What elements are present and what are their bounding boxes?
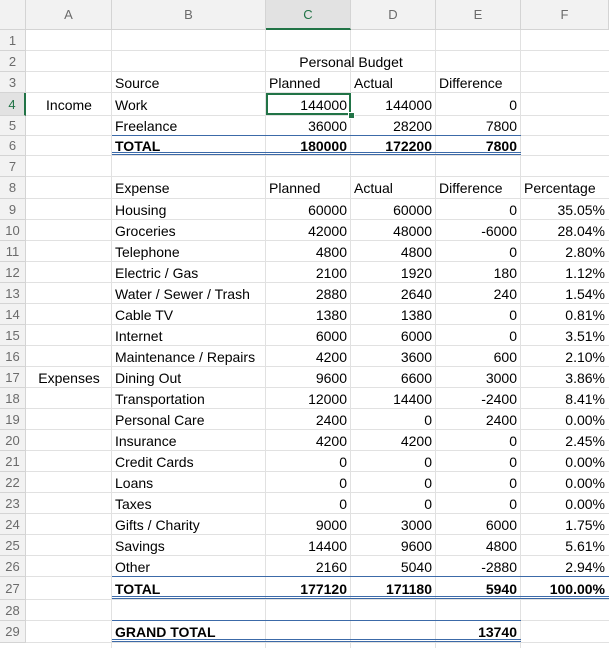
- expenses-label[interactable]: Expenses: [38, 369, 100, 386]
- expense-percentage-cell[interactable]: 8.41%: [565, 390, 605, 407]
- row-header-29[interactable]: 29: [0, 621, 26, 643]
- expense-name-cell[interactable]: Other: [115, 558, 151, 575]
- expense-planned-cell[interactable]: 4200: [315, 348, 347, 365]
- row-header-26[interactable]: 26: [0, 556, 26, 577]
- expense-percentage-cell[interactable]: 3.51%: [565, 327, 605, 344]
- expense-name-cell[interactable]: Groceries: [115, 222, 176, 239]
- expense-percentage-cell[interactable]: 2.10%: [565, 348, 605, 365]
- expense-planned-cell[interactable]: 9600: [315, 369, 347, 386]
- column-header-f[interactable]: F: [521, 0, 609, 30]
- expense-name-cell[interactable]: Gifts / Charity: [115, 516, 200, 533]
- expense-percentage-cell[interactable]: 1.75%: [565, 516, 605, 533]
- expense-planned-cell[interactable]: 2880: [315, 285, 347, 302]
- row-header-14[interactable]: 14: [0, 304, 26, 325]
- row-header-1[interactable]: 1: [0, 30, 26, 51]
- expense-difference-cell[interactable]: 0: [509, 453, 517, 470]
- expense-planned-cell[interactable]: 2400: [315, 411, 347, 428]
- total-double-border: [112, 596, 609, 599]
- row-header-21[interactable]: 21: [0, 451, 26, 472]
- expense-actual-cell[interactable]: 0: [424, 453, 432, 470]
- expense-actual-cell[interactable]: 1380: [400, 306, 432, 323]
- expense-name-cell[interactable]: Savings: [115, 537, 165, 554]
- expense-actual-cell[interactable]: 3600: [400, 348, 432, 365]
- expenses-total-actual[interactable]: 171180: [386, 580, 432, 597]
- expense-difference-cell[interactable]: -2880: [481, 558, 517, 575]
- income-actual-cell[interactable]: 144000: [385, 96, 432, 113]
- expense-actual-cell[interactable]: 3000: [400, 516, 432, 533]
- expense-difference-cell[interactable]: 180: [493, 264, 517, 281]
- row-header-16[interactable]: 16: [0, 346, 26, 367]
- column-header-a[interactable]: A: [26, 0, 112, 30]
- row-header-8[interactable]: 8: [0, 177, 26, 199]
- column-header-b[interactable]: B: [112, 0, 266, 30]
- row-header-11[interactable]: 11: [0, 241, 26, 262]
- expense-actual-cell[interactable]: 14400: [393, 390, 432, 407]
- income-actual-cell[interactable]: 28200: [393, 118, 432, 134]
- grand-total-value[interactable]: 13740: [478, 624, 517, 640]
- expense-percentage-cell[interactable]: 0.00%: [565, 495, 605, 512]
- expenses-total-label[interactable]: TOTAL: [115, 580, 161, 597]
- active-cell-border[interactable]: [266, 93, 351, 115]
- expense-name-cell[interactable]: Loans: [115, 474, 154, 491]
- expenses-total-percentage[interactable]: 100.00%: [549, 580, 605, 597]
- expense-difference-cell[interactable]: 600: [493, 348, 517, 365]
- fill-handle[interactable]: [348, 112, 355, 119]
- row-header-22[interactable]: 22: [0, 472, 26, 493]
- expense-planned-cell[interactable]: 14400: [308, 537, 347, 554]
- income-total-difference[interactable]: 7800: [485, 138, 517, 154]
- expense-name-cell[interactable]: Dining Out: [115, 369, 182, 386]
- expense-name-cell[interactable]: Electric / Gas: [115, 264, 199, 281]
- row-header-17[interactable]: 17: [0, 367, 26, 388]
- expense-name-cell[interactable]: Taxes: [115, 495, 152, 512]
- expense-difference-cell[interactable]: -2400: [481, 390, 517, 407]
- expense-name-cell[interactable]: Personal Care: [115, 411, 205, 428]
- expense-planned-cell[interactable]: 2100: [315, 264, 347, 281]
- row-header-7[interactable]: 7: [0, 156, 26, 177]
- expenses-total-difference[interactable]: 5940: [485, 580, 517, 597]
- expense-percentage-cell[interactable]: 35.05%: [557, 201, 605, 218]
- row-header-24[interactable]: 24: [0, 514, 26, 535]
- expense-percentage-cell[interactable]: 1.12%: [565, 264, 605, 281]
- expense-planned-cell[interactable]: 4800: [315, 243, 347, 260]
- expense-percentage-cell[interactable]: 0.00%: [565, 411, 605, 428]
- expense-percentage-cell[interactable]: 1.54%: [565, 285, 605, 302]
- expense-planned-cell[interactable]: 12000: [308, 390, 347, 407]
- expense-percentage-cell[interactable]: 0.00%: [565, 474, 605, 491]
- total-double-border: [112, 639, 521, 642]
- expense-difference-cell[interactable]: 4800: [485, 537, 517, 554]
- row-header-4[interactable]: 4: [0, 93, 26, 116]
- expense-difference-cell[interactable]: 0: [509, 474, 517, 491]
- expenses-header-difference[interactable]: Difference: [439, 180, 503, 196]
- expense-percentage-cell[interactable]: 0.00%: [565, 453, 605, 470]
- select-all-corner[interactable]: [0, 0, 26, 30]
- expense-planned-cell[interactable]: 4200: [315, 432, 347, 449]
- expense-difference-cell[interactable]: 0: [509, 243, 517, 260]
- expense-actual-cell[interactable]: 1920: [400, 264, 432, 281]
- column-header-d[interactable]: D: [351, 0, 436, 30]
- expense-percentage-cell[interactable]: 0.81%: [565, 306, 605, 323]
- row-header-12[interactable]: 12: [0, 262, 26, 283]
- expense-name-cell[interactable]: Telephone: [115, 243, 180, 260]
- income-header-actual[interactable]: Actual: [354, 74, 393, 91]
- expense-name-cell[interactable]: Cable TV: [115, 306, 174, 323]
- expense-name-cell[interactable]: Housing: [115, 201, 167, 218]
- expense-actual-cell[interactable]: 0: [424, 411, 432, 428]
- expense-planned-cell[interactable]: 0: [339, 495, 347, 512]
- expense-percentage-cell[interactable]: 2.45%: [565, 432, 605, 449]
- row-header-3[interactable]: 3: [0, 72, 26, 93]
- total-top-border: [112, 620, 521, 621]
- expense-actual-cell[interactable]: 0: [424, 495, 432, 512]
- expense-difference-cell[interactable]: 6000: [485, 516, 517, 533]
- expense-actual-cell[interactable]: 9600: [400, 537, 432, 554]
- expense-name-cell[interactable]: Credit Cards: [115, 453, 194, 470]
- expense-actual-cell[interactable]: 6000: [400, 327, 432, 344]
- expense-actual-cell[interactable]: 6600: [400, 369, 432, 386]
- income-difference-cell[interactable]: 7800: [485, 118, 517, 134]
- expense-percentage-cell[interactable]: 3.86%: [565, 369, 605, 386]
- row-header-19[interactable]: 19: [0, 409, 26, 430]
- expense-difference-cell[interactable]: 0: [509, 201, 517, 218]
- expenses-total-planned[interactable]: 177120: [300, 580, 347, 597]
- row-header-9[interactable]: 9: [0, 199, 26, 220]
- row-header-27[interactable]: 27: [0, 577, 26, 600]
- expense-name-cell[interactable]: Insurance: [115, 432, 177, 449]
- income-header-source[interactable]: Source: [115, 74, 160, 91]
- expense-planned-cell[interactable]: 9000: [315, 516, 347, 533]
- row-header-15[interactable]: 15: [0, 325, 26, 346]
- income-total-label[interactable]: TOTAL: [115, 138, 161, 154]
- expense-difference-cell[interactable]: 3000: [485, 369, 517, 386]
- expense-name-cell[interactable]: Internet: [115, 327, 163, 344]
- expenses-header-actual[interactable]: Actual: [354, 180, 393, 196]
- total-top-border: [112, 135, 521, 136]
- row-header-6[interactable]: 6: [0, 136, 26, 156]
- expense-actual-cell[interactable]: 2640: [400, 285, 432, 302]
- income-source-cell[interactable]: Work: [115, 96, 148, 113]
- expense-planned-cell[interactable]: 1380: [315, 306, 347, 323]
- expense-difference-cell[interactable]: -6000: [481, 222, 517, 239]
- expense-actual-cell[interactable]: 4800: [400, 243, 432, 260]
- column-header-e[interactable]: E: [436, 0, 521, 30]
- row-header-25[interactable]: 25: [0, 535, 26, 556]
- expense-name-cell[interactable]: Transportation: [115, 390, 205, 407]
- row-header-10[interactable]: 10: [0, 220, 26, 241]
- expense-planned-cell[interactable]: 60000: [308, 201, 347, 218]
- total-top-border: [112, 576, 609, 577]
- expenses-header-percentage[interactable]: Percentage: [524, 180, 596, 196]
- income-source-cell[interactable]: Freelance: [115, 118, 178, 134]
- income-header-difference[interactable]: Difference: [439, 74, 503, 91]
- income-label[interactable]: Income: [46, 96, 92, 113]
- expense-percentage-cell[interactable]: 28.04%: [557, 222, 605, 239]
- grand-total-label[interactable]: GRAND TOTAL: [115, 624, 216, 640]
- expenses-header-planned[interactable]: Planned: [269, 180, 321, 196]
- column-header-c[interactable]: C: [266, 0, 351, 30]
- income-difference-cell[interactable]: 0: [509, 96, 517, 113]
- expense-percentage-cell[interactable]: 5.61%: [565, 537, 605, 554]
- expense-planned-cell[interactable]: 6000: [315, 327, 347, 344]
- income-planned-cell[interactable]: 36000: [308, 118, 347, 134]
- row-header-28[interactable]: 28: [0, 600, 26, 621]
- row-header-13[interactable]: 13: [0, 283, 26, 304]
- expense-difference-cell[interactable]: 240: [493, 285, 517, 302]
- row-header-23[interactable]: 23: [0, 493, 26, 514]
- expense-name-cell[interactable]: Maintenance / Repairs: [115, 348, 256, 365]
- expense-planned-cell[interactable]: 2160: [315, 558, 347, 575]
- income-header-planned[interactable]: Planned: [269, 74, 321, 91]
- row-header-5[interactable]: 5: [0, 116, 26, 136]
- expense-difference-cell[interactable]: 0: [509, 495, 517, 512]
- expense-difference-cell[interactable]: 0: [509, 306, 517, 323]
- income-total-planned[interactable]: 180000: [300, 138, 347, 154]
- row-header-18[interactable]: 18: [0, 388, 26, 409]
- expense-difference-cell[interactable]: 0: [509, 327, 517, 344]
- expense-planned-cell[interactable]: 42000: [308, 222, 347, 239]
- income-total-actual[interactable]: 172200: [385, 138, 432, 154]
- page-title[interactable]: Personal Budget: [299, 53, 403, 70]
- row-header-20[interactable]: 20: [0, 430, 26, 451]
- expense-percentage-cell[interactable]: 2.94%: [565, 558, 605, 575]
- expense-actual-cell[interactable]: 48000: [393, 222, 432, 239]
- expense-name-cell[interactable]: Water / Sewer / Trash: [115, 285, 250, 302]
- income-planned-cell[interactable]: 144000: [300, 96, 347, 113]
- row-header-2[interactable]: 2: [0, 51, 26, 72]
- expenses-header-expense[interactable]: Expense: [115, 180, 170, 196]
- expense-planned-cell[interactable]: 0: [339, 453, 347, 470]
- expense-difference-cell[interactable]: 0: [509, 432, 517, 449]
- expense-actual-cell[interactable]: 4200: [400, 432, 432, 449]
- total-double-border: [112, 152, 521, 155]
- expense-planned-cell[interactable]: 0: [339, 474, 347, 491]
- expense-difference-cell[interactable]: 2400: [485, 411, 517, 428]
- expense-actual-cell[interactable]: 60000: [393, 201, 432, 218]
- expense-actual-cell[interactable]: 5040: [400, 558, 432, 575]
- expense-actual-cell[interactable]: 0: [424, 474, 432, 491]
- expense-percentage-cell[interactable]: 2.80%: [565, 243, 605, 260]
